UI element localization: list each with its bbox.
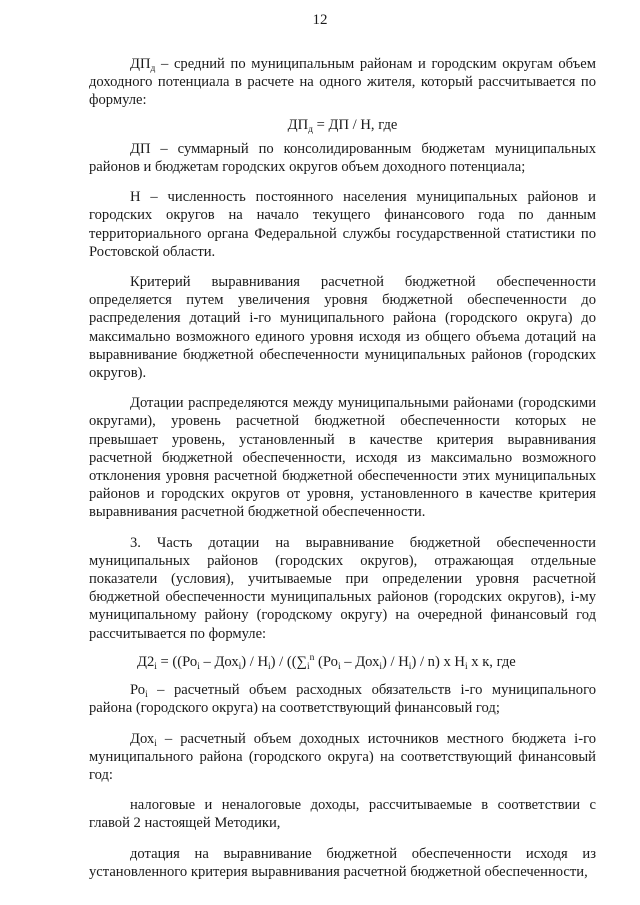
paragraph-distribution: Дотации распределяются между муниципальными районами (городскими округами), уровень расчетной бюджетной обеспеченности которых не превышает уровень, установленный в качестве критерия выравнивания расчетной бюджетной обеспеченности, исходя из максимально возможного отклонения уровня расчетной бюджетной обеспеченности этих муниципальных районов и городских округов от уровня, установленного в качестве критерия выравнивания расчетной бюджетной обеспеченности. bbox=[89, 395, 596, 521]
dp-subscript: д bbox=[150, 64, 156, 74]
dox-sub: i bbox=[154, 738, 157, 749]
f2-sub-4: i bbox=[268, 661, 271, 672]
f2-tail: ) / n) х Н bbox=[411, 653, 465, 670]
dox-text: – расчетный объем доходных источников местного бюджета i-го муниципального района (городского округа) на соответствующий финансовый год: bbox=[89, 730, 596, 783]
formula1-sub: д bbox=[308, 124, 313, 135]
ro-term: Ро bbox=[130, 682, 146, 699]
f2-sub-5: i bbox=[337, 661, 341, 672]
formula1-left: ДП bbox=[287, 116, 309, 133]
f2-sub-3: i bbox=[238, 661, 242, 672]
formula-dp-average bbox=[89, 116, 596, 134]
page-number: 12 bbox=[312, 12, 328, 28]
paragraph-ro bbox=[89, 681, 596, 717]
paragraph-criterion: Критерий выравнивания расчетной бюджетной обеспеченности определяется путем увеличения уровня бюджетной обеспеченности до распределения дотаций i-го муниципального района (городского округа) до максимально возможного единого уровня исходя из общего объема дотаций на выравнивание бюджетной обеспеченности муниципальных районов (городских округов). bbox=[89, 274, 596, 382]
f2-sub-1: i bbox=[154, 661, 157, 672]
f2-sub-7: i bbox=[408, 661, 412, 672]
dp-term: ДП bbox=[130, 56, 151, 72]
paragraph-section-3: 3. Часть дотации на выравнивание бюджетной обеспеченности муниципальных районов (городских округов), отражающая отдельные показатели (условия), учитываемые при определении уровня расчетной бюджетной обеспеченности муниципальных районов (городских округов), i-му муниципальному району (городскому округу) на очередной финансовый год рассчитывается по формуле: bbox=[89, 534, 596, 642]
document-body bbox=[89, 55, 596, 881]
f2-end: х к, где bbox=[467, 653, 516, 670]
paragraph-population: Н – численность постоянного населения муниципальных районов и городских округов на начало текущего финансового года по данным территориального органа Федеральной службы государственной статистики по Ростовской области. bbox=[89, 189, 596, 260]
f2-sum-to: n bbox=[309, 652, 315, 663]
f2-sub-2: i bbox=[197, 661, 200, 672]
f2-sub-6: i bbox=[379, 661, 383, 672]
ro-sub: i bbox=[145, 690, 148, 701]
f2-d2: Д2 bbox=[137, 653, 155, 670]
f2-minus: – Дох bbox=[199, 653, 239, 670]
f2-div-h: ) / Н bbox=[241, 653, 269, 670]
formula-d2 bbox=[89, 653, 596, 671]
f2-sub-8: i bbox=[464, 661, 468, 672]
ro-text: – расчетный объем расходных обязательств i-го муниципального района (городского округа) на соответствующий финансовый год; bbox=[89, 682, 596, 717]
f2-mid: ) / ((∑ bbox=[270, 653, 308, 670]
f2-eq: = ((Ро bbox=[156, 653, 198, 670]
paragraph-tax-income: налоговые и неналоговые доходы, рассчитываемые в соответствии с главой 2 настоящей Методики, bbox=[89, 797, 596, 832]
dox-term: Дох bbox=[130, 730, 155, 747]
paragraph-subsidy: дотация на выравнивание бюджетной обеспеченности исходя из установленного критерия выравнивания расчетной бюджетной обеспеченности, bbox=[89, 845, 596, 880]
f2-sum-from: i bbox=[307, 661, 310, 672]
paragraph-dp-average bbox=[89, 55, 596, 110]
paragraph-dp-total: ДП – суммарный по консолидированным бюджетам муниципальных районов и бюджетам городских округов объем доходного потенциала; bbox=[89, 140, 596, 176]
f2-inner: (Ро bbox=[314, 653, 338, 670]
paragraph-dox bbox=[89, 730, 596, 785]
f2-inner-minus: – Дох bbox=[340, 653, 380, 670]
f2-inner-div: ) / Н bbox=[382, 653, 409, 670]
dp-average-text: – средний по муниципальным районам и городским округам объем доходного потенциала в расчете на одного жителя, который рассчитывается по формуле: bbox=[89, 56, 596, 109]
formula1-right: = ДП / Н, где bbox=[312, 116, 398, 133]
